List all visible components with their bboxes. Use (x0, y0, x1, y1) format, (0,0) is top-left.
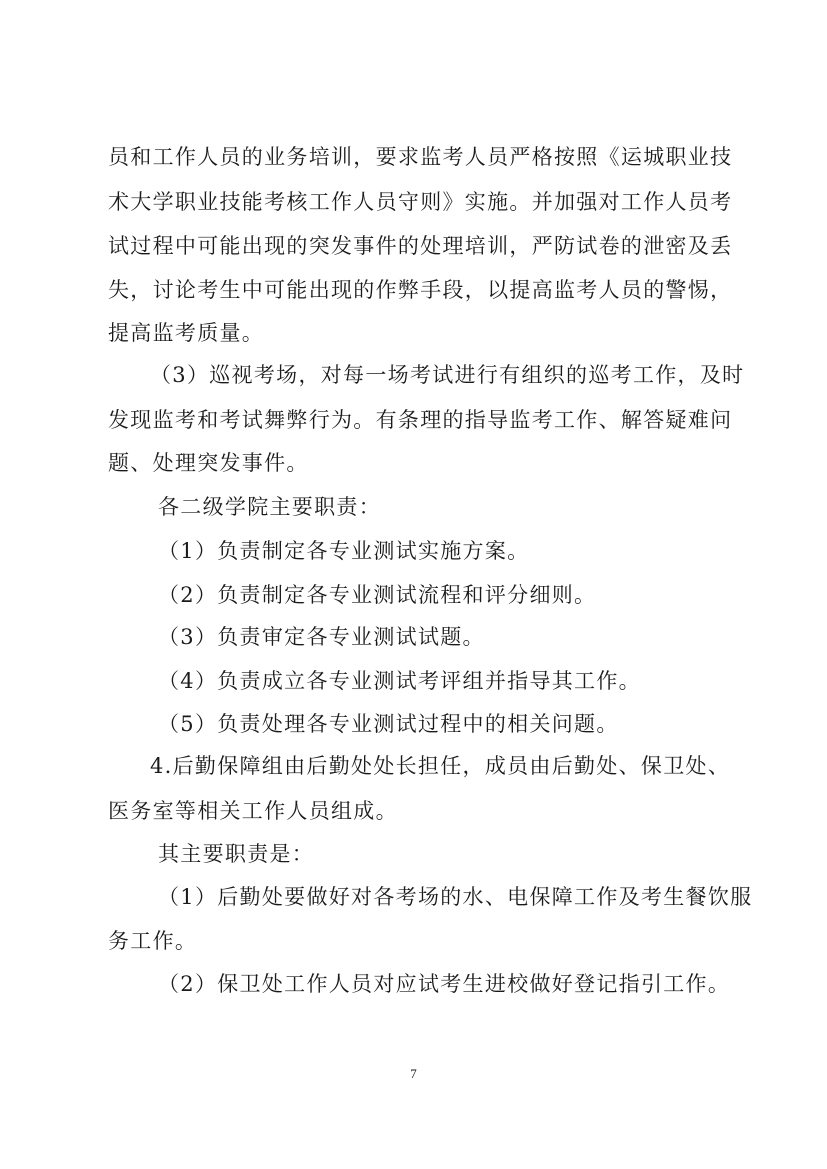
body-line-16: 医务室等相关工作人员组成。 (108, 799, 398, 823)
logistics-duty-2: （2）保卫处工作人员对应试考生进校做好登记指引工作。 (158, 972, 731, 996)
college-duty-4: （4）负责成立各专业测试考评组并指导其工作。 (158, 669, 641, 693)
patrol-item-3: （3）巡视考场，对每一场考试进行有组织的巡考工作，及时 (150, 363, 745, 387)
body-line-1: 员和工作人员的业务培训，要求监考人员严格按照《运城职业技 (108, 145, 733, 169)
body-line-7: 发现监考和考试舞弊行为。有条理的指导监考工作、解答疑难问 (108, 408, 733, 432)
page-number: 7 (410, 1066, 417, 1081)
college-duty-1: （1）负责制定各专业测试实施方案。 (158, 539, 530, 563)
logistics-duty-1: （1）后勤处要做好对各考场的水、电保障工作及考生餐饮服 (158, 885, 753, 909)
college-duty-3: （3）负责审定各专业测试试题。 (158, 625, 485, 649)
body-line-19: 务工作。 (108, 929, 198, 953)
body-line-3: 试过程中可能出现的突发事件的处理培训，严防试卷的泄密及丢 (108, 234, 733, 258)
body-line-5: 提高监考质量。 (108, 321, 265, 345)
logistics-group-paragraph: 4.后勤保障组由后勤处处长担任，成员由后勤处、保卫处、 (150, 754, 731, 778)
body-line-2: 术大学职业技能考核工作人员守则》实施。并加强对工作人员考 (108, 190, 733, 214)
body-line-4: 失，讨论考生中可能出现的作弊手段，以提高监考人员的警惕， (108, 278, 733, 302)
body-line-8: 题、处理突发事件。 (108, 451, 309, 475)
section-heading-logistics-duties: 其主要职责是： (158, 842, 315, 866)
section-heading-college-duties: 各二级学院主要职责： (158, 495, 381, 519)
college-duty-5: （5）负责处理各专业测试过程中的相关问题。 (158, 712, 619, 736)
college-duty-2: （2）负责制定各专业测试流程和评分细则。 (158, 583, 597, 607)
